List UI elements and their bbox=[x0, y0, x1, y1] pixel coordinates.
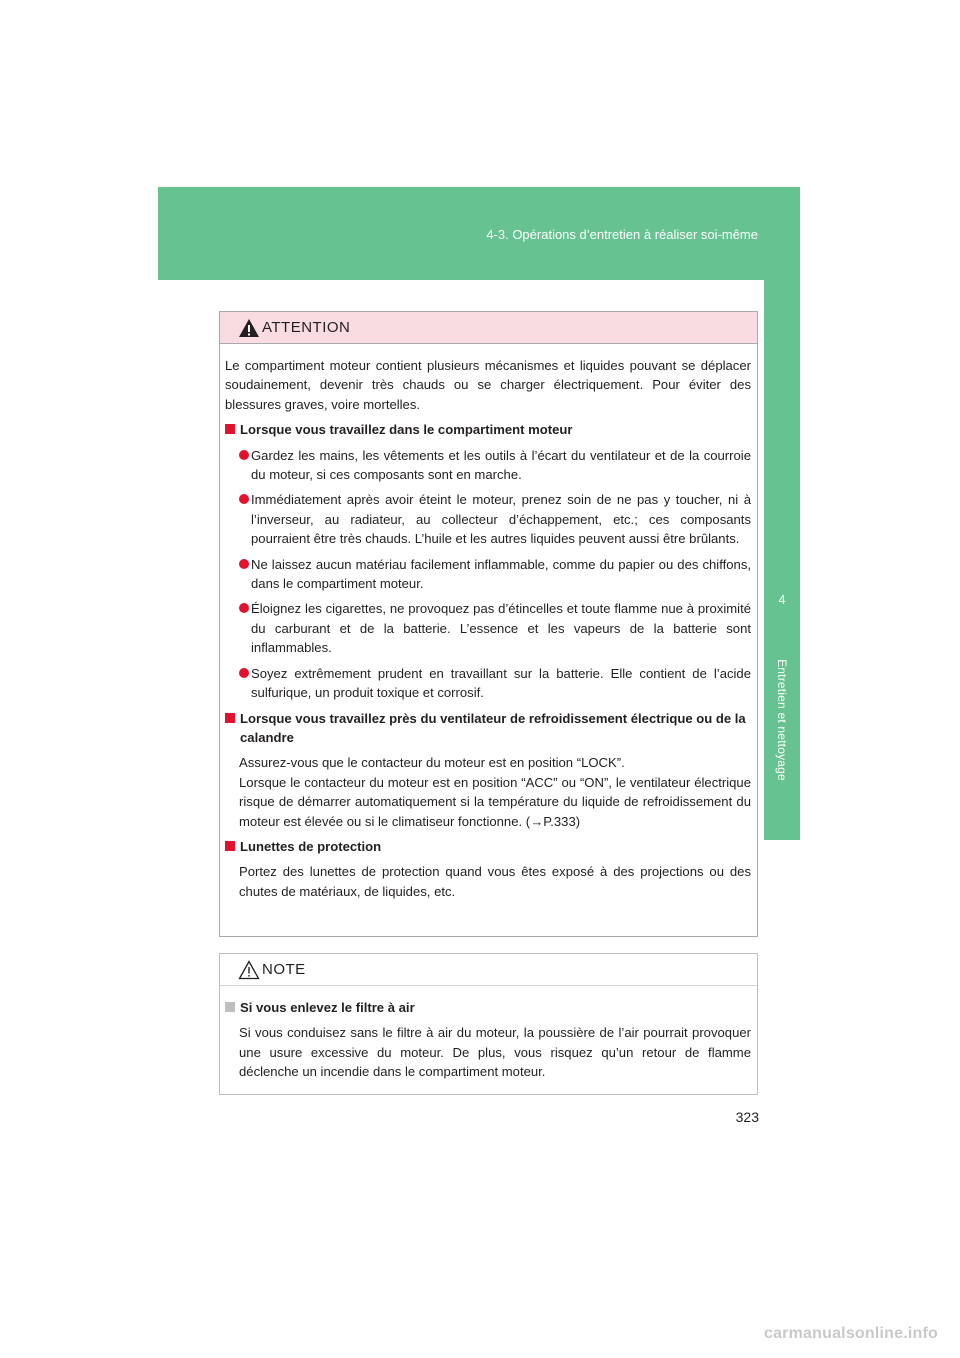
bullet-item: Gardez les mains, les vêtements et les outils à l’écart du ventilateur et de la courroie du moteur, si ces composants sont en marche. bbox=[225, 446, 751, 485]
attention-header bbox=[220, 312, 757, 344]
note-box bbox=[219, 953, 758, 1095]
section-title: 4-3. Opérations d’entretien à réaliser soi-même bbox=[486, 227, 758, 242]
paragraph: Si vous conduisez sans le filtre à air du moteur, la poussière de l’air pourrait provoquer une usure excessive du moteur. De plus, vous risquez qu’un retour de flamme déclenche un incendie dans le compartiment moteur. bbox=[239, 1025, 751, 1080]
bullet-item: Ne laissez aucun matériau facilement inflammable, comme du papier ou des chiffons, dans le compartiment moteur. bbox=[225, 555, 751, 594]
watermark: carmanualsonline.info bbox=[763, 1325, 938, 1342]
warning-triangle-filled-icon bbox=[238, 318, 260, 338]
note-body bbox=[220, 986, 757, 1082]
attention-label: ATTENTION bbox=[262, 319, 351, 336]
section-heading: Lorsque vous travaillez près du ventilateur de refroidissement électrique ou de la calandre bbox=[225, 709, 751, 748]
bullet-item: Éloignez les cigarettes, ne provoquez pas d’étincelles et toute flamme nue à proximité du carburant et de la batterie. L’essence et les vapeurs de la batterie sont inflammables. bbox=[225, 599, 751, 657]
page-number: 323 bbox=[735, 1109, 759, 1125]
red-square-marker bbox=[225, 424, 235, 434]
paragraph: Lorsque le contacteur du moteur est en position “ACC” ou “ON”, le ventilateur électrique risque de démarrer automatiquement si la température du liquide de refroidissement du moteur est élevée ou si le climatiseur fonctionne. (→P.333) bbox=[239, 774, 751, 829]
bullet-item: Immédiatement après avoir éteint le moteur, prenez soin de ne pas y toucher, ni à l’inverseur, au radiateur, au collecteur d’échappement, etc.; ces composants pourraient être très chauds. L’huile et les autres liquides peuvent aussi être brûlants. bbox=[225, 490, 751, 548]
attention-body bbox=[220, 344, 757, 901]
note-label: NOTE bbox=[262, 961, 306, 978]
section-header-bar bbox=[158, 187, 800, 280]
bullet-dot bbox=[239, 603, 249, 613]
chapter-label: Entretien et nettoyage bbox=[775, 659, 789, 781]
bullet-item: Soyez extrêmement prudent en travaillant sur la batterie. Elle contient de l’acide sulfurique, un produit toxique et corrosif. bbox=[225, 664, 751, 703]
bullet-dot bbox=[239, 450, 249, 460]
chapter-number: 4 bbox=[778, 592, 786, 607]
red-square-marker bbox=[225, 841, 235, 851]
attention-intro: Le compartiment moteur contient plusieurs mécanismes et liquides pouvant se déplacer soudainement, devenir très chauds ou se charger électriquement. Pour éviter des blessures graves, voire mortelles. bbox=[225, 358, 751, 412]
bullet-dot bbox=[239, 559, 249, 569]
section-heading: Lunettes de protection bbox=[225, 837, 751, 856]
gray-square-marker bbox=[225, 1002, 235, 1012]
red-square-marker bbox=[225, 713, 235, 723]
attention-box bbox=[219, 311, 758, 937]
note-header bbox=[220, 954, 757, 986]
section-heading: Lorsque vous travaillez dans le compartiment moteur bbox=[225, 420, 751, 439]
chapter-side-tab bbox=[764, 280, 800, 840]
paragraph: Assurez-vous que le contacteur du moteur est en position “LOCK”. bbox=[239, 755, 625, 771]
section-heading: Si vous enlevez le filtre à air bbox=[225, 998, 751, 1017]
bullet-dot bbox=[239, 494, 249, 504]
bullet-dot bbox=[239, 668, 249, 678]
warning-triangle-outline-icon bbox=[238, 960, 260, 980]
paragraph: Portez des lunettes de protection quand vous êtes exposé à des projections ou des chutes de matériaux, de liquides, etc. bbox=[239, 864, 751, 899]
